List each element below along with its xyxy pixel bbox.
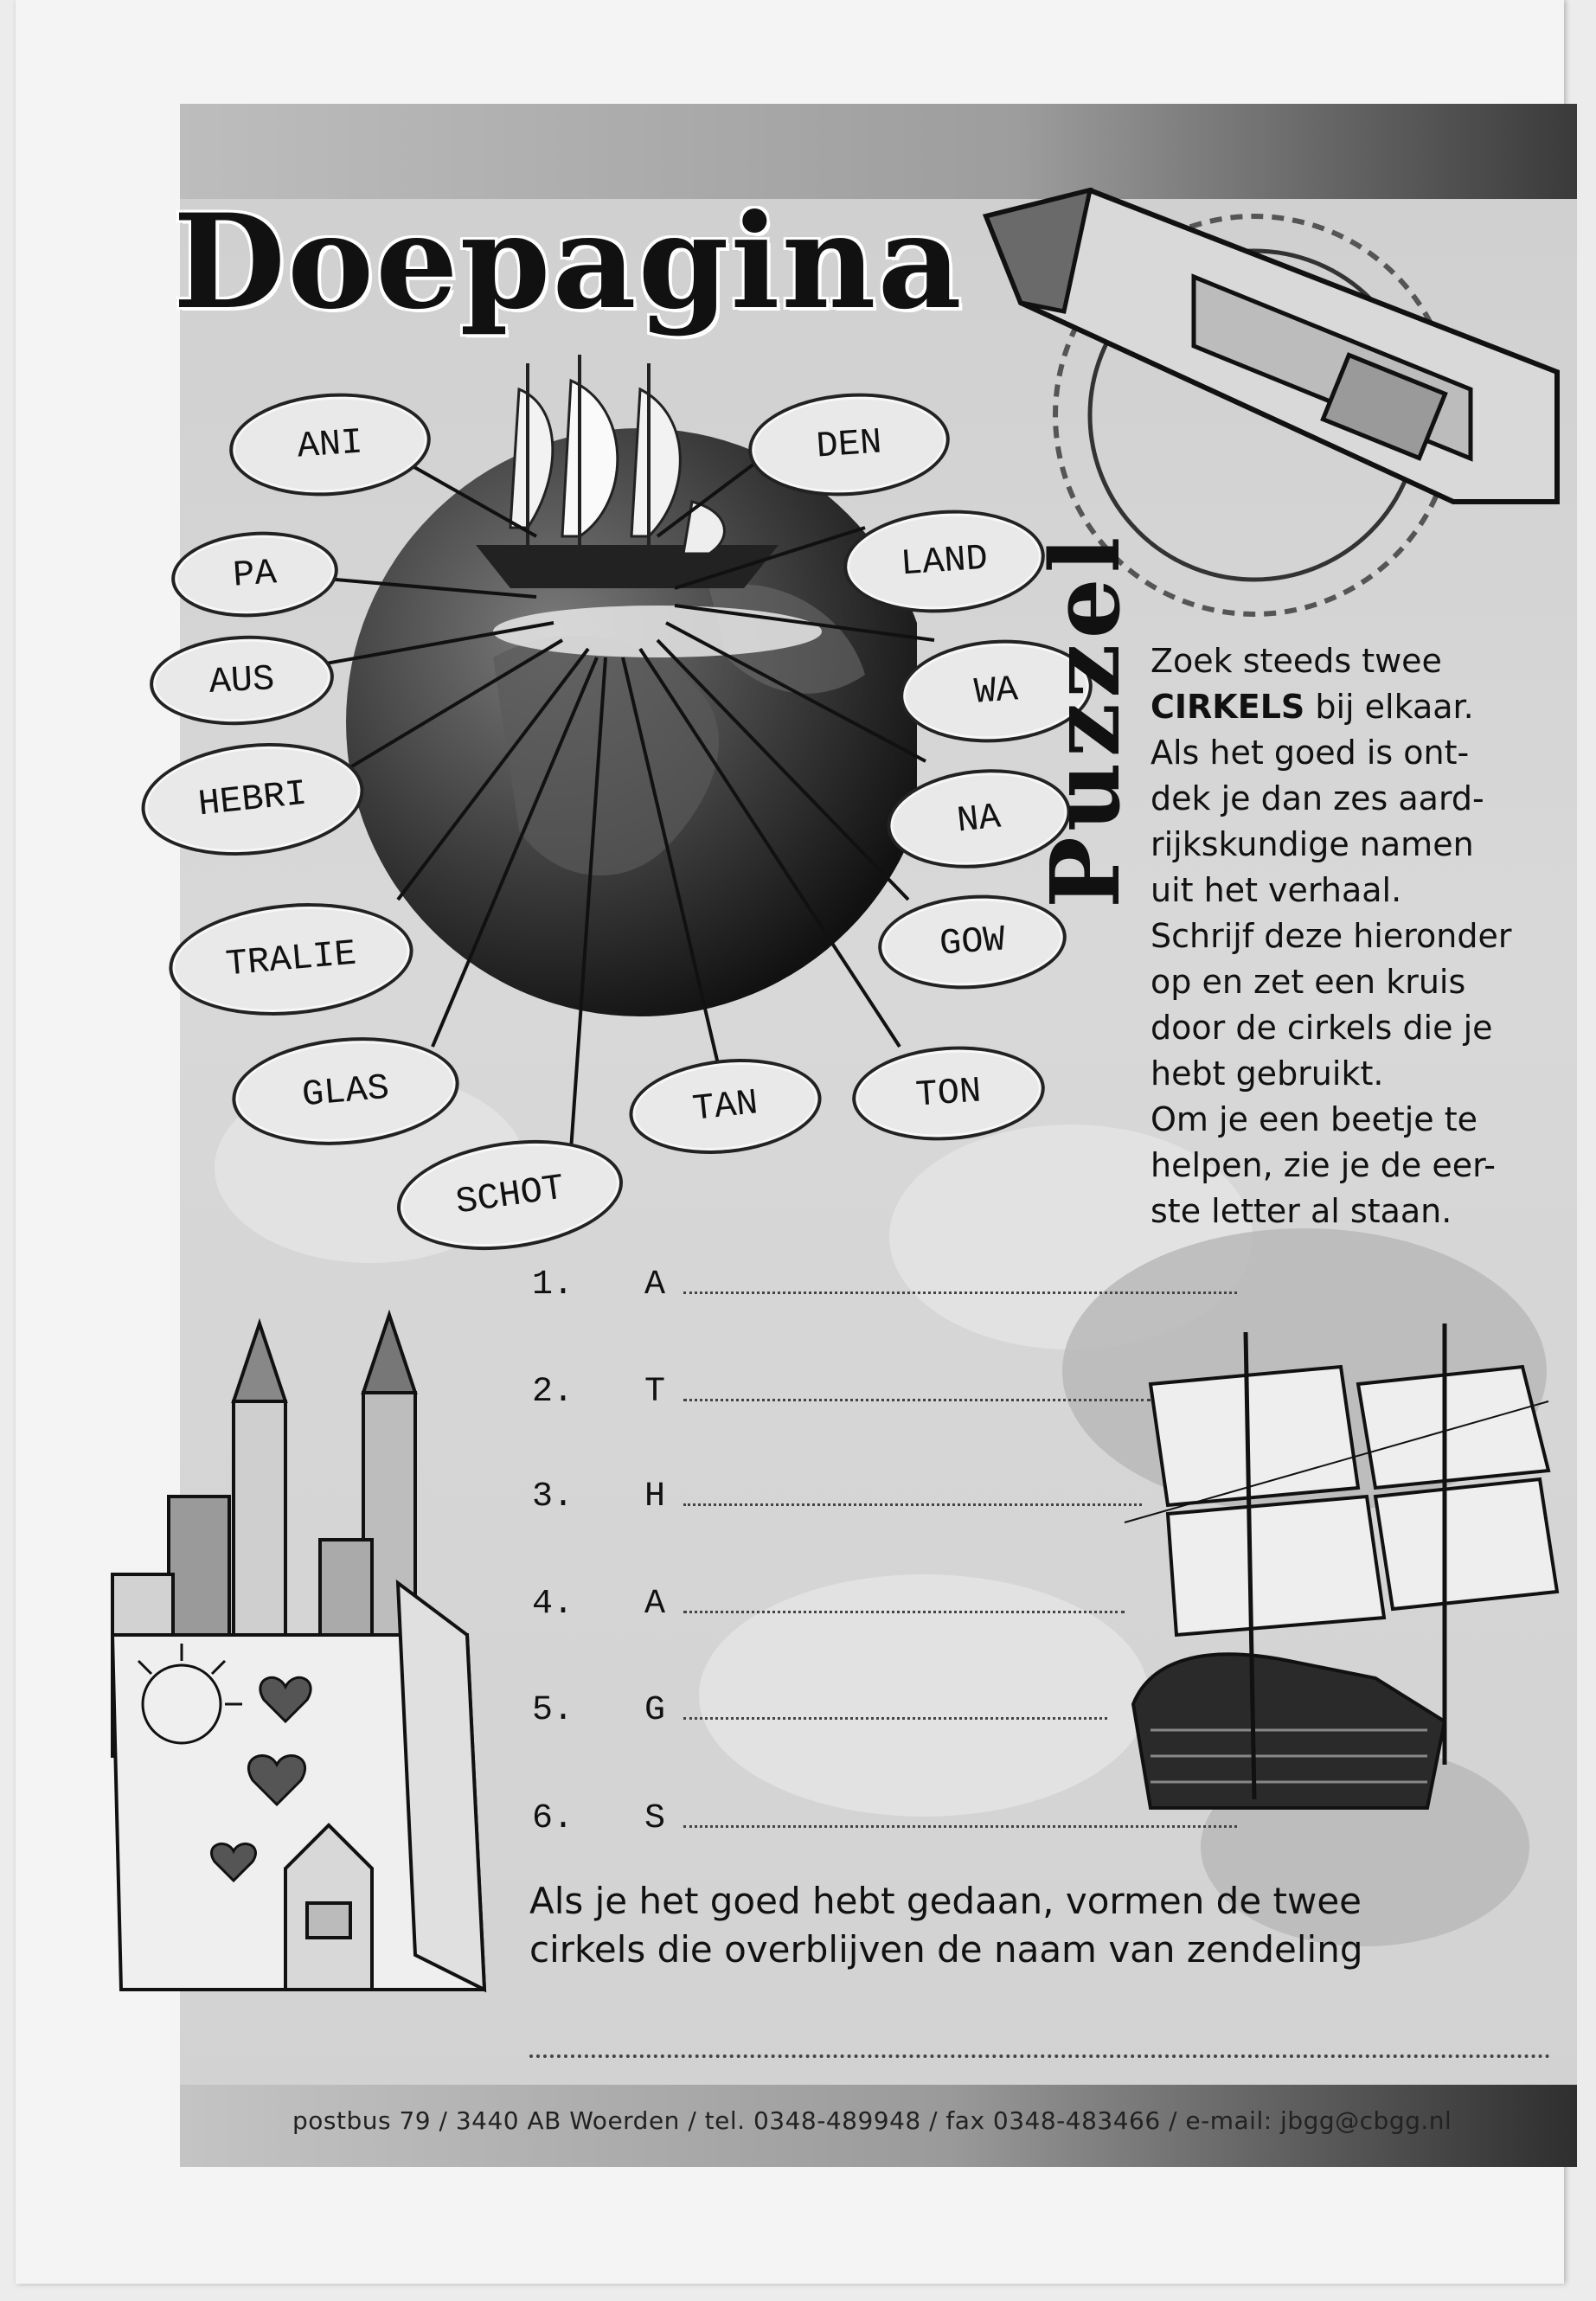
missionary-name-line[interactable] (529, 2054, 1550, 2058)
bubble-den[interactable]: DEN (745, 387, 953, 503)
answer-blank-line[interactable] (683, 1397, 1151, 1401)
answer-row (532, 1253, 1237, 1304)
instructions (1151, 638, 1566, 1234)
answer-number: 3. (532, 1477, 574, 1516)
highlighter-pen-icon (986, 190, 1557, 502)
pencil-box-illustration (104, 1298, 510, 2016)
answer-first-letter: H (644, 1477, 666, 1516)
answer-first-letter: A (644, 1585, 666, 1624)
answer-blank-line[interactable] (683, 1290, 1237, 1294)
bubble-na[interactable]: NA (882, 760, 1076, 877)
closing-text (529, 1877, 1394, 1974)
instruction-line: door de cirkels die je (1151, 1009, 1493, 1047)
instruction-emphasis: CIRKELS (1151, 688, 1305, 726)
answer-first-letter: G (644, 1691, 666, 1730)
answer-first-letter: T (644, 1373, 666, 1412)
instruction-line: rijkskundige namen (1151, 825, 1474, 863)
bubble-pa[interactable]: PA (169, 526, 341, 622)
answer-blank-line[interactable] (683, 1715, 1107, 1720)
bubble-land[interactable]: LAND (840, 503, 1048, 619)
puzzle-label: Puzzel (1029, 531, 1141, 908)
bubble-wa[interactable]: WA (896, 633, 1096, 748)
bubble-tralie[interactable]: TRALIE (164, 894, 418, 1025)
answer-row (532, 1786, 1237, 1838)
answer-blank-line[interactable] (683, 1823, 1237, 1828)
instruction-line: op en zet een kruis (1151, 963, 1466, 1001)
instruction-line: helpen, zie je de eer- (1151, 1146, 1496, 1184)
answer-first-letter: S (644, 1799, 666, 1838)
answer-row (532, 1465, 1142, 1516)
bubble-ton[interactable]: TON (849, 1040, 1048, 1146)
answer-number: 6. (532, 1799, 574, 1838)
answer-row (532, 1678, 1107, 1730)
answer-first-letter: A (644, 1266, 666, 1304)
instruction-line: Als het goed is ont- (1151, 734, 1470, 772)
instruction-line: uit het verhaal. (1151, 871, 1402, 909)
bubble-ani[interactable]: ANI (226, 387, 434, 503)
answer-row (532, 1360, 1151, 1412)
footer-contact: postbus 79 / 3440 AB Woerden / tel. 0348-489948 / fax 0348-483466 / e-mail: jbgg@cbgg.nl (292, 2106, 1452, 2135)
instruction-line: Om je een beetje te (1151, 1100, 1478, 1138)
galleon-illustration (1116, 1315, 1566, 1851)
answer-blank-line[interactable] (683, 1609, 1125, 1613)
instruction-line: Schrijf deze hieronder (1151, 917, 1512, 955)
closing-line: cirkels die overblijven de naam van zendeling (529, 1928, 1363, 1971)
instruction-line: dek je dan zes aard- (1151, 779, 1484, 817)
answer-number: 5. (532, 1691, 574, 1730)
instruction-line: hebt gebruikt. (1151, 1054, 1384, 1093)
answer-blank-line[interactable] (683, 1502, 1142, 1506)
page-title: Doepagina (173, 186, 964, 338)
bubble-schot[interactable]: SCHOT (390, 1126, 631, 1263)
galleon-ship-icon (1125, 1324, 1557, 1808)
bubble-tan[interactable]: TAN (625, 1050, 826, 1163)
bubble-gow[interactable]: GOW (875, 889, 1069, 996)
instruction-line: Zoek steeds twee (1151, 642, 1442, 680)
instruction-line (1151, 684, 1566, 730)
instruction-line: ste letter al staan. (1151, 1192, 1452, 1230)
bubble-aus[interactable]: AUS (147, 631, 336, 729)
answer-row (532, 1572, 1125, 1624)
bubble-hebri[interactable]: HEBRI (136, 733, 369, 866)
answer-number: 2. (532, 1373, 574, 1412)
closing-line: Als je het goed hebt gedaan, vormen de twee (529, 1880, 1362, 1922)
bubble-glas[interactable]: GLAS (228, 1029, 464, 1154)
answer-number: 4. (532, 1585, 574, 1624)
instruction-text: bij elkaar. (1304, 688, 1474, 726)
answer-number: 1. (532, 1266, 574, 1304)
